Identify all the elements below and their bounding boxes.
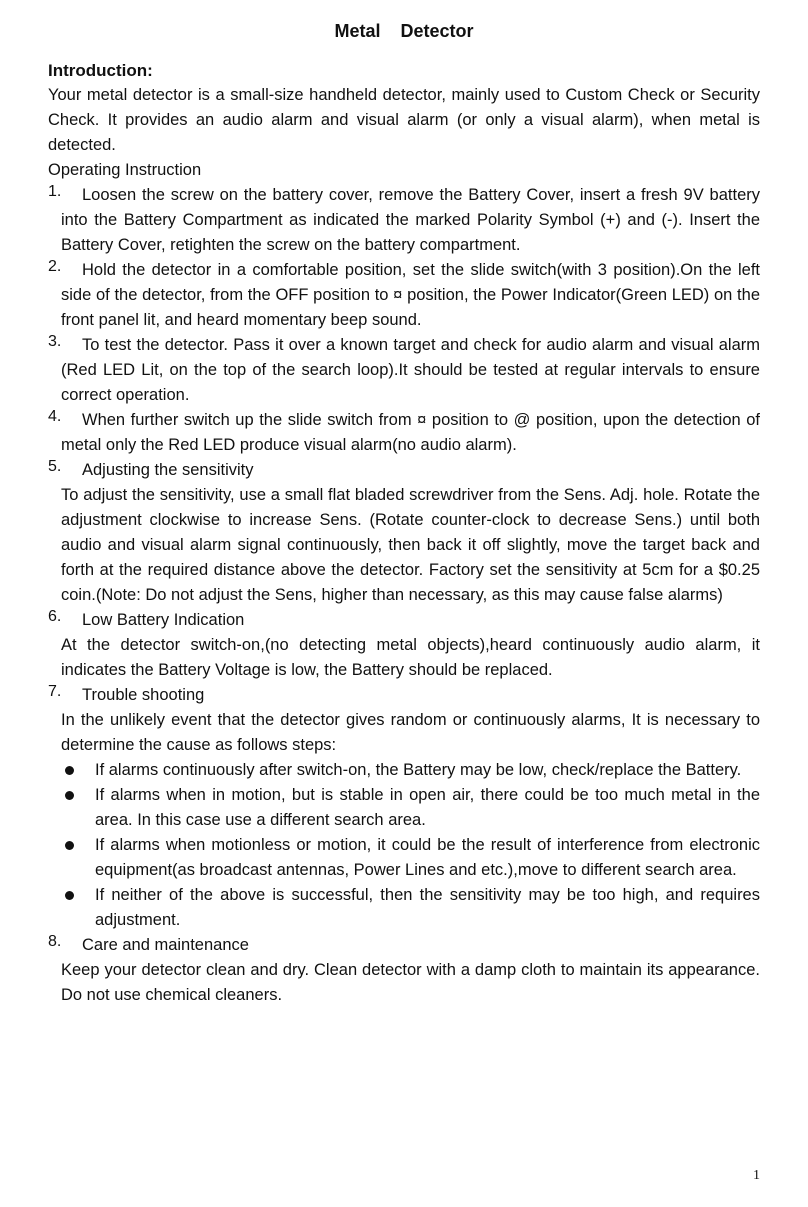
document-title: Metal Detector xyxy=(334,21,474,41)
item-heading: Care and maintenance xyxy=(82,936,249,954)
bullet-item xyxy=(48,758,760,783)
item-number: 6. xyxy=(48,608,62,625)
bullet-text: If alarms when in motion, but is stable in open air, there could be too much metal in the area. In this case use a different search area. xyxy=(95,786,760,829)
bullet-item xyxy=(48,883,760,933)
item-text: To test the detector. Pass it over a known target and check for audio alarm and visual alarm (Red LED Lit, on the top of the search loop).It should be tested at regular intervals to ensure correct operation. xyxy=(61,336,760,404)
item-number: 7. xyxy=(48,683,62,700)
bullet-icon xyxy=(65,766,74,775)
list-item xyxy=(48,933,760,1008)
intro-heading: Introduction: xyxy=(48,61,153,80)
bullet-item xyxy=(48,833,760,883)
bullet-text: If neither of the above is successful, then the sensitivity may be too high, and requires adjustment. xyxy=(95,886,760,929)
bullet-text: If alarms when motionless or motion, it could be the result of interference from electronic equipment(as broadcast antennas, Power Lines and etc.),move to different search area. xyxy=(95,836,760,879)
item-heading: Trouble shooting xyxy=(82,686,205,704)
item-number: 5. xyxy=(48,458,62,475)
operating-heading: Operating Instruction xyxy=(48,161,202,179)
list-item xyxy=(48,183,760,258)
item-number: 3. xyxy=(48,333,62,350)
bullet-icon xyxy=(65,891,74,900)
list-item xyxy=(48,608,760,683)
item-body: At the detector switch-on,(no detecting metal objects),heard continuously audio alarm, it indicates the Battery Voltage is low, the Battery should be replaced. xyxy=(61,636,760,679)
list-item xyxy=(48,683,760,758)
item-text: When further switch up the slide switch from ¤ position to @ position, upon the detection of metal only the Red LED produce visual alarm(no audio alarm). xyxy=(61,411,760,454)
item-text: Loosen the screw on the battery cover, remove the Battery Cover, insert a fresh 9V battery into the Battery Compartment as indicated the marked Polarity Symbol (+) and (-). Insert the Battery Cover, retighten the screw on the battery compartment. xyxy=(61,186,760,254)
bullet-icon xyxy=(65,791,74,800)
document-page xyxy=(48,18,760,1008)
item-number: 1. xyxy=(48,183,62,200)
item-number: 8. xyxy=(48,933,62,950)
item-number: 2. xyxy=(48,258,62,275)
list-item xyxy=(48,458,760,608)
item-body: To adjust the sensitivity, use a small flat bladed screwdriver from the Sens. Adj. hole. Rotate the adjustment clockwise to increase Sens. (Rotate counter-clock to decrease Sens.) until both audio and visual alarm signal continuously, then back it off slightly, move the target back and forth at the required distance above the detector. Factory set the sensitivity at 5cm for a $0.25 coin.(Note: Do not adjust the Sens, higher than necessary, as this may cause false alarms) xyxy=(61,486,760,604)
bullet-text: If alarms continuously after switch-on, the Battery may be low, check/replace the Battery. xyxy=(95,761,742,779)
item-heading: Adjusting the sensitivity xyxy=(82,461,254,479)
list-item xyxy=(48,333,760,408)
item-body: In the unlikely event that the detector gives random or continuously alarms, It is necessary to determine the cause as follows steps: xyxy=(61,711,760,754)
item-body: Keep your detector clean and dry. Clean detector with a damp cloth to maintain its appearance. Do not use chemical cleaners. xyxy=(61,961,760,1004)
item-number: 4. xyxy=(48,408,62,425)
item-text: Hold the detector in a comfortable position, set the slide switch(with 3 position).On the left side of the detector, from the OFF position to ¤ position, the Power Indicator(Green LED) on the front panel lit, and heard momentary beep sound. xyxy=(61,261,760,329)
list-item xyxy=(48,408,760,458)
bullet-icon xyxy=(65,841,74,850)
list-item xyxy=(48,258,760,333)
bullet-item xyxy=(48,783,760,833)
intro-text: Your metal detector is a small-size handheld detector, mainly used to Custom Check or Security Check. It provides an audio alarm and visual alarm (or only a visual alarm), when metal is detected. xyxy=(48,86,760,154)
page-number: 1 xyxy=(753,1168,760,1183)
item-heading: Low Battery Indication xyxy=(82,611,245,629)
